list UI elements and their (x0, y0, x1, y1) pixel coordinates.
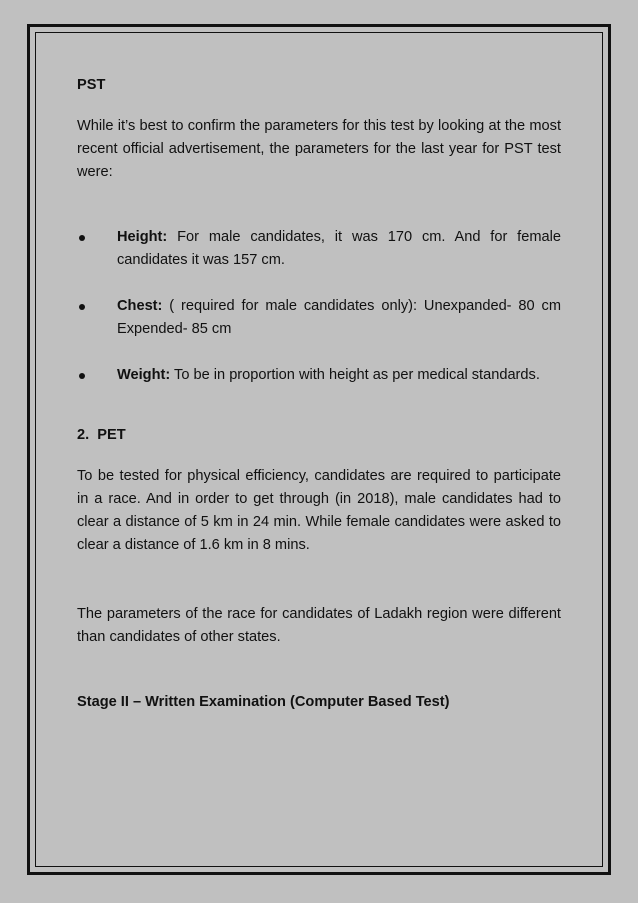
pet-paragraph: To be tested for physical efficiency, candidates are required to participate in a race. And in order to get through (in 2018), male candidates had to clear a distance of 5 km in 24 min. While female candidates were asked to clear a distance of 1.6 km in 8 mins. (77, 468, 561, 553)
bullet-text: To be in proportion with height as per medical standards. (170, 367, 540, 383)
bullet-term: Weight: (117, 367, 171, 383)
bullet-icon (79, 373, 85, 379)
list-item-weight (77, 364, 561, 387)
bullet-text: ( required for male candidates only): Unexpanded- 80 cm Expended- 85 cm (117, 298, 561, 337)
list-item-chest (77, 295, 561, 341)
bullet-icon (79, 304, 85, 310)
heading-stage-2: Stage II – Written Examination (Computer Based Test) (77, 694, 450, 710)
bullet-text: For male candidates, it was 170 cm. And for female candidates it was 157 cm. (117, 229, 561, 268)
document-body (77, 74, 561, 714)
pst-parameters-list (77, 226, 561, 387)
bullet-icon (79, 235, 85, 241)
pst-intro-paragraph: While it’s best to confirm the parameters for this test by looking at the most recent official advertisement, the parameters for the last year for PST test were: (77, 118, 561, 180)
heading-pet: 2. PET (77, 427, 126, 443)
heading-pst: PST (77, 77, 106, 93)
bullet-term: Chest: (117, 298, 163, 314)
list-item-height (77, 226, 561, 272)
bullet-term: Height: (117, 229, 168, 245)
ladakh-paragraph: The parameters of the race for candidates of Ladakh region were different than candidates of other states. (77, 606, 561, 645)
